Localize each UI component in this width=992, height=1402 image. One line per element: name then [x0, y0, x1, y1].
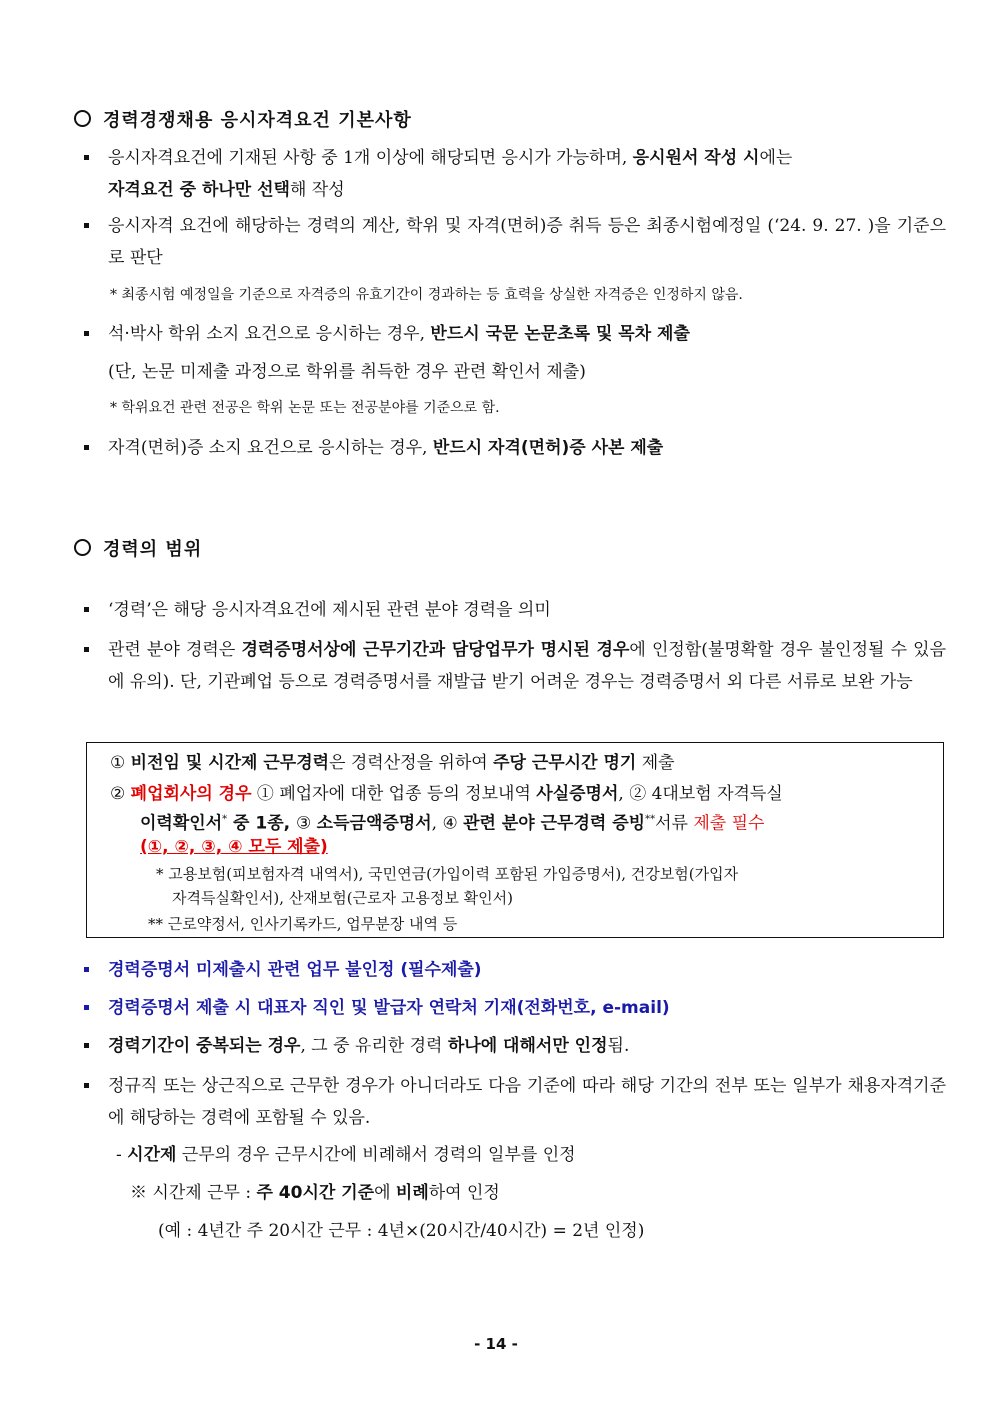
- square-bullet-icon: [84, 647, 89, 652]
- notice-footnote-2: ** 근로약정서, 인사기록카드, 업무분장 내역 등: [148, 915, 458, 933]
- list-item: 경력증명서 제출 시 대표자 직인 및 발급자 연락처 기재(전화번호, e-mail): [84, 992, 946, 1024]
- square-bullet-icon: [84, 155, 89, 160]
- square-bullet-icon: [84, 1005, 89, 1010]
- list-item: 자격(면허)증 소지 요건으로 응시하는 경우, 반드시 자격(면허)증 사본 제출: [84, 432, 946, 464]
- sub-item-example: (예 : 4년간 주 20시간 근무 : 4년×(20시간/40시간) = 2년 인정): [158, 1221, 645, 1241]
- square-bullet-icon: [84, 1043, 89, 1048]
- list-item: 응시자격요건에 기재된 사항 중 1개 이상에 해당되면 응시가 가능하며, 응시원서 작성 시에는 자격요건 중 하나만 선택해 작성: [84, 142, 946, 206]
- square-bullet-icon: [84, 967, 89, 972]
- notice-footnote-1: * 고용보험(피보험자격 내역서), 국민연금(가입이력 포함된 가입증명서), 건강보험(가입자: [156, 865, 739, 883]
- notice-line-1: ① 비전임 및 시간제 근무경력은 경력산정을 위하여 주당 근무시간 명기 제출: [110, 753, 675, 773]
- square-bullet-icon: [84, 331, 89, 336]
- notice-line-2: ② 폐업회사의 경우 ① 폐업자에 대한 업종 등의 정보내역 사실증명서, ② 4대보험 자격득실: [110, 784, 783, 804]
- list-item: 석·박사 학위 소지 요건으로 응시하는 경우, 반드시 국문 논문초록 및 목차 제출: [84, 318, 946, 350]
- circle-bullet-icon: [74, 110, 91, 127]
- circle-bullet-icon: [74, 539, 91, 556]
- notice-line-3: 이력확인서* 중 1종, ③ 소득금액증명서, ④ 관련 분야 근무경력 증빙**서류 제출 필수: [140, 813, 765, 834]
- section-heading-qualifications: 경력경쟁채용 응시자격요건 기본사항: [74, 106, 412, 132]
- square-bullet-icon: [84, 223, 89, 228]
- list-item: 정규직 또는 상근직으로 근무한 경우가 아니더라도 다음 기준에 따라 해당 기간의 전부 또는 일부가 채용자격기준에 해당하는 경력에 포함될 수 있음.: [84, 1070, 946, 1134]
- section-heading-career-scope: 경력의 범위: [74, 535, 202, 561]
- list-item: 경력기간이 중복되는 경우, 그 중 유리한 경력 하나에 대해서만 인정됨.: [84, 1030, 946, 1062]
- sub-item-reference: ※ 시간제 근무 : 주 40시간 기준에 비례하여 인정: [130, 1183, 500, 1203]
- square-bullet-icon: [84, 1083, 89, 1088]
- notice-line-4: (①, ②, ③, ④ 모두 제출): [140, 837, 328, 857]
- list-item: ‘경력’은 해당 응시자격요건에 제시된 관련 분야 경력을 의미: [84, 594, 946, 626]
- square-bullet-icon: [84, 607, 89, 612]
- page-number: - 14 -: [474, 1335, 518, 1353]
- square-bullet-icon: [84, 445, 89, 450]
- list-item: 관련 분야 경력은 경력증명서상에 근무기간과 담당업무가 명시된 경우에 인정함(불명확할 경우 불인정될 수 있음에 유의). 단, 기관폐업 등으로 경력증명서를 재발급 받기 어려운 경우는 경력증명서 외 다른 서류로 보완 가능: [84, 634, 946, 698]
- sub-item-part-time: - 시간제 근무의 경우 근무시간에 비례해서 경력의 일부를 인정: [116, 1145, 576, 1165]
- notice-footnote-1b: 자격득실확인서), 산재보험(근로자 고용정보 확인서): [172, 889, 513, 907]
- list-item: 응시자격 요건에 해당하는 경력의 계산, 학위 및 자격(면허)증 취득 등은 최종시험예정일 (‘24. 9. 27. )을 기준으로 판단: [84, 210, 946, 274]
- list-item: 경력증명서 미제출시 관련 업무 불인정 (필수제출): [84, 954, 946, 986]
- footnote: * 학위요건 관련 전공은 학위 논문 또는 전공분야를 기준으로 함.: [110, 400, 500, 416]
- footnote: * 최종시험 예정일을 기준으로 자격증의 유효기간이 경과하는 등 효력을 상실한 자격증은 인정하지 않음.: [110, 287, 743, 303]
- sub-note: (단, 논문 미제출 과정으로 학위를 취득한 경우 관련 확인서 제출): [108, 362, 586, 382]
